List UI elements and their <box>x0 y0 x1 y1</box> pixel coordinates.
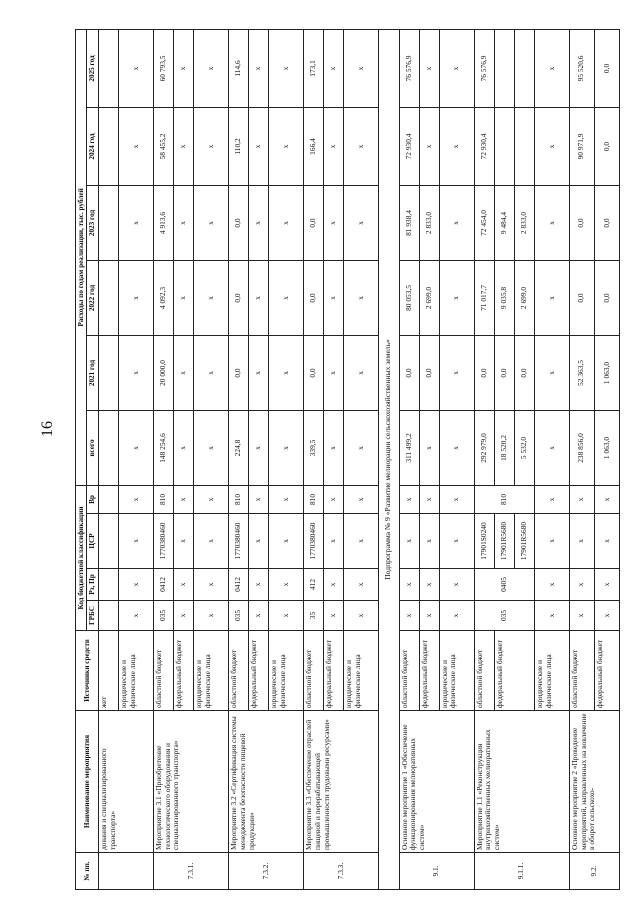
value-cell: х <box>594 569 619 601</box>
value-cell: х <box>174 514 194 569</box>
value-cell: х <box>324 410 344 485</box>
value-cell: х <box>439 107 474 185</box>
value-cell <box>514 107 534 185</box>
header-source: Источники средств <box>76 631 99 711</box>
value-cell: х <box>174 569 194 601</box>
value-cell: 76 576,9 <box>399 29 419 107</box>
table-row <box>399 29 419 889</box>
table-row <box>569 29 594 889</box>
item-name: Мероприятие 3.3 «Обеспечение отраслей пищевой и перерабатывающей промышленности трудовыми ресурсами» <box>304 711 379 853</box>
value-cell: х <box>439 185 474 260</box>
source-cell: юридические и физические лица <box>194 631 229 711</box>
source-cell: федеральный бюджет <box>594 631 619 711</box>
value-cell: 0,0 <box>229 335 249 410</box>
vr-cell: 810 <box>474 485 534 513</box>
value-cell: 0,0 <box>304 335 324 410</box>
value-cell: х <box>174 260 194 335</box>
value-cell: х <box>344 335 379 410</box>
value-cell <box>98 185 118 260</box>
value-cell: 76 576,9 <box>474 29 494 107</box>
header-y2025: 2025 год <box>87 29 98 107</box>
value-cell: х <box>119 107 154 185</box>
value-cell: х <box>269 485 304 513</box>
rzpr-cell: 0405 <box>474 569 534 601</box>
value-cell: х <box>419 410 439 485</box>
value-cell: х <box>249 601 269 631</box>
value-cell: 1 063,0 <box>594 335 619 410</box>
value-cell: х <box>569 601 594 631</box>
header-vr: Вр <box>87 485 98 513</box>
table-row <box>304 29 324 889</box>
value-cell: х <box>419 569 439 601</box>
value-cell: 0,0 <box>569 260 594 335</box>
value-cell: х <box>269 569 304 601</box>
value-cell: х <box>344 107 379 185</box>
value-cell: 0,0 <box>399 335 419 410</box>
value-cell: х <box>439 514 474 569</box>
value-cell: х <box>249 410 269 485</box>
source-cell: федеральный бюджет <box>494 631 534 711</box>
value-cell: х <box>419 601 439 631</box>
item-name: Мероприятие 1.1 «Реконструкция внутрихозяйственных мелиоративных систем» <box>474 711 569 853</box>
value-cell: х <box>194 29 229 107</box>
value-cell: х <box>534 569 569 601</box>
value-cell: х <box>344 410 379 485</box>
value-cell: 311 499,2 <box>399 410 419 485</box>
value-cell: х <box>249 485 269 513</box>
source-cell: областной бюджет <box>229 631 249 711</box>
value-cell: 0,0 <box>229 260 249 335</box>
value-cell: 810 <box>229 485 249 513</box>
value-cell: 0412 <box>154 569 174 601</box>
value-cell: х <box>439 260 474 335</box>
value-cell: х <box>534 260 569 335</box>
value-cell: х <box>249 107 269 185</box>
table-row <box>98 29 118 889</box>
value-cell: х <box>344 485 379 513</box>
value-cell: х <box>399 601 419 631</box>
value-cell: х <box>249 185 269 260</box>
source-cell: областной бюджет <box>474 631 494 711</box>
value-cell: 2 833,0 <box>514 185 534 260</box>
value-cell: х <box>324 107 344 185</box>
value-cell: х <box>194 260 229 335</box>
header-num: № пп. <box>76 853 99 890</box>
source-cell: юридические и физические лица <box>119 631 154 711</box>
value-cell: х <box>249 260 269 335</box>
item-name: Мероприятие 3.1 «Приобретение технологического оборудования и специализированного транспорта» <box>154 711 229 853</box>
value-cell <box>98 29 118 107</box>
source-cell: федеральный бюджет <box>324 631 344 711</box>
value-cell <box>494 107 514 185</box>
value-cell: х <box>344 260 379 335</box>
value-cell: х <box>269 514 304 569</box>
value-cell: х <box>194 514 229 569</box>
value-cell: х <box>249 29 269 107</box>
value-cell: 18 520,2 <box>494 410 514 485</box>
value-cell: х <box>119 29 154 107</box>
value-cell: х <box>119 410 154 485</box>
value-cell: х <box>269 260 304 335</box>
source-cell: областной бюджет <box>399 631 419 711</box>
csr-cell: 17901S0240 <box>474 514 494 569</box>
source-cell: юридические и физические лица <box>439 631 474 711</box>
value-cell: 0,0 <box>594 107 619 185</box>
value-cell: х <box>269 29 304 107</box>
item-name: Основное мероприятие 1 «Обеспечение функционирования мелиоративных систем» <box>399 711 474 853</box>
value-cell: 72 454,0 <box>474 185 494 260</box>
value-cell: 412 <box>304 569 324 601</box>
value-cell: 114,6 <box>229 29 249 107</box>
value-cell: х <box>119 485 154 513</box>
source-cell: жет <box>98 631 118 711</box>
value-cell: х <box>174 410 194 485</box>
value-cell: 2 699,0 <box>514 260 534 335</box>
value-cell: х <box>324 185 344 260</box>
value-cell: 0,0 <box>304 260 324 335</box>
value-cell: х <box>174 485 194 513</box>
value-cell: х <box>439 29 474 107</box>
item-name: дования и специализированного транспорта» <box>98 711 153 853</box>
value-cell: 238 856,0 <box>569 410 594 485</box>
value-cell: х <box>399 514 419 569</box>
page-number: 16 <box>39 421 56 437</box>
value-cell: 810 <box>304 485 324 513</box>
value-cell: 224,8 <box>229 410 249 485</box>
value-cell: 35 <box>304 601 324 631</box>
header-y2022: 2022 год <box>87 260 98 335</box>
value-cell: 20 000,0 <box>154 335 174 410</box>
value-cell: х <box>324 514 344 569</box>
value-cell: х <box>594 485 619 513</box>
budget-table-rotated <box>75 30 620 890</box>
value-cell <box>98 601 118 631</box>
value-cell: 0,0 <box>594 29 619 107</box>
value-cell: 810 <box>154 485 174 513</box>
value-cell: 4 092,3 <box>154 260 174 335</box>
value-cell: 166,4 <box>304 107 324 185</box>
value-cell: 4 913,6 <box>154 185 174 260</box>
csr-cell: 17901R5680 <box>514 514 534 569</box>
value-cell: х <box>594 601 619 631</box>
header-grbs: ГРБС <box>87 601 98 631</box>
grbs-cell: 035 <box>474 601 534 631</box>
source-cell: юридические и физические лица <box>534 631 569 711</box>
value-cell <box>494 29 514 107</box>
value-cell: х <box>194 335 229 410</box>
value-cell: х <box>269 185 304 260</box>
value-cell: х <box>439 335 474 410</box>
value-cell: х <box>194 410 229 485</box>
value-cell: х <box>419 485 439 513</box>
value-cell: 292 979,0 <box>474 410 494 485</box>
subprogram-title: Подпрограмма № 9 «Развитие мелиорации сельскохозяйственных земель» <box>379 29 399 889</box>
value-cell: 95 520,6 <box>569 29 594 107</box>
source-cell: федеральный бюджет <box>174 631 194 711</box>
value-cell <box>514 29 534 107</box>
value-cell: х <box>419 29 439 107</box>
value-cell: 72 930,4 <box>399 107 419 185</box>
value-cell: х <box>534 485 569 513</box>
value-cell: х <box>399 569 419 601</box>
value-cell: 1770380460 <box>154 514 174 569</box>
value-cell: 60 793,5 <box>154 29 174 107</box>
value-cell: 80 053,5 <box>399 260 419 335</box>
value-cell: х <box>324 485 344 513</box>
header-total: всего <box>87 410 98 485</box>
value-cell: х <box>569 514 594 569</box>
value-cell: х <box>534 514 569 569</box>
value-cell: 0,0 <box>494 335 514 410</box>
value-cell: 52 363,5 <box>569 335 594 410</box>
value-cell: х <box>269 601 304 631</box>
value-cell: х <box>344 569 379 601</box>
value-cell: х <box>324 569 344 601</box>
item-number: 7.3.2. <box>229 853 304 890</box>
value-cell: 0,0 <box>514 335 534 410</box>
value-cell: х <box>119 569 154 601</box>
value-cell: х <box>194 485 229 513</box>
value-cell: х <box>119 260 154 335</box>
value-cell <box>98 107 118 185</box>
value-cell: х <box>344 29 379 107</box>
value-cell: х <box>439 569 474 601</box>
value-cell: х <box>594 514 619 569</box>
value-cell: х <box>534 601 569 631</box>
table-row <box>154 29 174 889</box>
value-cell <box>98 335 118 410</box>
source-cell: федеральный бюджет <box>249 631 269 711</box>
value-cell: х <box>119 185 154 260</box>
value-cell: 0,0 <box>229 185 249 260</box>
value-cell: 9 484,4 <box>494 185 514 260</box>
value-cell: 1770380460 <box>229 514 249 569</box>
header-name: Наименование мероприятия <box>76 711 99 853</box>
value-cell: х <box>534 335 569 410</box>
value-cell: х <box>194 107 229 185</box>
table-row <box>379 29 399 889</box>
budget-table <box>75 29 620 890</box>
value-cell: х <box>344 601 379 631</box>
header-row <box>76 29 87 889</box>
value-cell: х <box>419 107 439 185</box>
value-cell: х <box>324 601 344 631</box>
value-cell <box>98 514 118 569</box>
value-cell: х <box>174 335 194 410</box>
value-cell: х <box>534 29 569 107</box>
value-cell: х <box>174 29 194 107</box>
value-cell: х <box>419 514 439 569</box>
value-cell: 9 035,8 <box>494 260 514 335</box>
value-cell: х <box>269 335 304 410</box>
value-cell: х <box>324 29 344 107</box>
value-cell: 81 938,4 <box>399 185 419 260</box>
value-cell: х <box>324 260 344 335</box>
source-cell: областной бюджет <box>154 631 174 711</box>
value-cell: 90 971,9 <box>569 107 594 185</box>
item-number: 9.1.1. <box>474 853 569 890</box>
value-cell: 5 532,0 <box>514 410 534 485</box>
value-cell: 1770380460 <box>304 514 324 569</box>
value-cell: х <box>439 601 474 631</box>
value-cell: х <box>569 569 594 601</box>
value-cell: 2 833,0 <box>419 185 439 260</box>
value-cell: х <box>194 185 229 260</box>
value-cell: 0,0 <box>474 335 494 410</box>
item-name: Основное мероприятие 2 «Проведение мероприятий, направленных на вовлечение в оборот сельскохо- <box>569 711 619 853</box>
item-number: 7.3.1. <box>154 853 229 890</box>
value-cell: 035 <box>154 601 174 631</box>
csr-cell: 17901R5680 <box>494 514 514 569</box>
value-cell: х <box>249 569 269 601</box>
value-cell: х <box>119 601 154 631</box>
header-csr: ЦСР <box>87 514 98 569</box>
value-cell: 110,2 <box>229 107 249 185</box>
value-cell: х <box>194 569 229 601</box>
value-cell: х <box>344 185 379 260</box>
source-cell: федеральный бюджет <box>419 631 439 711</box>
value-cell: 0,0 <box>594 260 619 335</box>
value-cell: 0,0 <box>419 335 439 410</box>
value-cell <box>98 569 118 601</box>
value-cell: х <box>119 514 154 569</box>
value-cell: 2 699,0 <box>419 260 439 335</box>
value-cell: 0,0 <box>594 185 619 260</box>
source-cell: юридические и физические лица <box>269 631 304 711</box>
value-cell: 72 930,4 <box>474 107 494 185</box>
value-cell: х <box>399 485 419 513</box>
value-cell: х <box>249 514 269 569</box>
value-cell: х <box>534 410 569 485</box>
value-cell: 0,0 <box>569 185 594 260</box>
header-rzpr: Рз, Пр <box>87 569 98 601</box>
value-cell: х <box>534 107 569 185</box>
item-number: 7.3.3. <box>304 853 379 890</box>
value-cell: х <box>439 485 474 513</box>
source-cell: юридические и физические лица <box>344 631 379 711</box>
source-cell: областной бюджет <box>569 631 594 711</box>
value-cell <box>98 260 118 335</box>
value-cell <box>98 410 118 485</box>
item-number: 9.2. <box>569 853 619 890</box>
item-number <box>98 853 153 890</box>
header-expenses: Расходы по годам реализации, тыс. рублей <box>76 29 87 485</box>
header-y2024: 2024 год <box>87 107 98 185</box>
value-cell: х <box>174 185 194 260</box>
value-cell: х <box>569 485 594 513</box>
value-cell: 173,1 <box>304 29 324 107</box>
value-cell: х <box>249 335 269 410</box>
value-cell: х <box>119 335 154 410</box>
value-cell: х <box>324 335 344 410</box>
value-cell: х <box>269 107 304 185</box>
item-name: Мероприятие 3.2 «Сертификация системы менеджмента безопасности пищевой продукции» <box>229 711 304 853</box>
value-cell: 148 254,6 <box>154 410 174 485</box>
value-cell: 035 <box>229 601 249 631</box>
value-cell: 71 017,7 <box>474 260 494 335</box>
header-y2021: 2021 год <box>87 335 98 410</box>
value-cell: х <box>174 601 194 631</box>
table-row <box>229 29 249 889</box>
value-cell: 0,0 <box>304 185 324 260</box>
value-cell: х <box>194 601 229 631</box>
value-cell: 1 063,0 <box>594 410 619 485</box>
value-cell <box>98 485 118 513</box>
value-cell: х <box>269 410 304 485</box>
item-number: 9.1. <box>399 853 474 890</box>
value-cell: х <box>534 185 569 260</box>
header-y2023: 2023 год <box>87 185 98 260</box>
source-cell: областной бюджет <box>304 631 324 711</box>
value-cell: 339,5 <box>304 410 324 485</box>
value-cell: х <box>439 410 474 485</box>
value-cell: 58 455,2 <box>154 107 174 185</box>
value-cell: х <box>344 514 379 569</box>
header-budget-codes: Код бюджетной классификации <box>76 485 87 630</box>
value-cell: 0412 <box>229 569 249 601</box>
value-cell: х <box>174 107 194 185</box>
table-row <box>474 29 494 889</box>
